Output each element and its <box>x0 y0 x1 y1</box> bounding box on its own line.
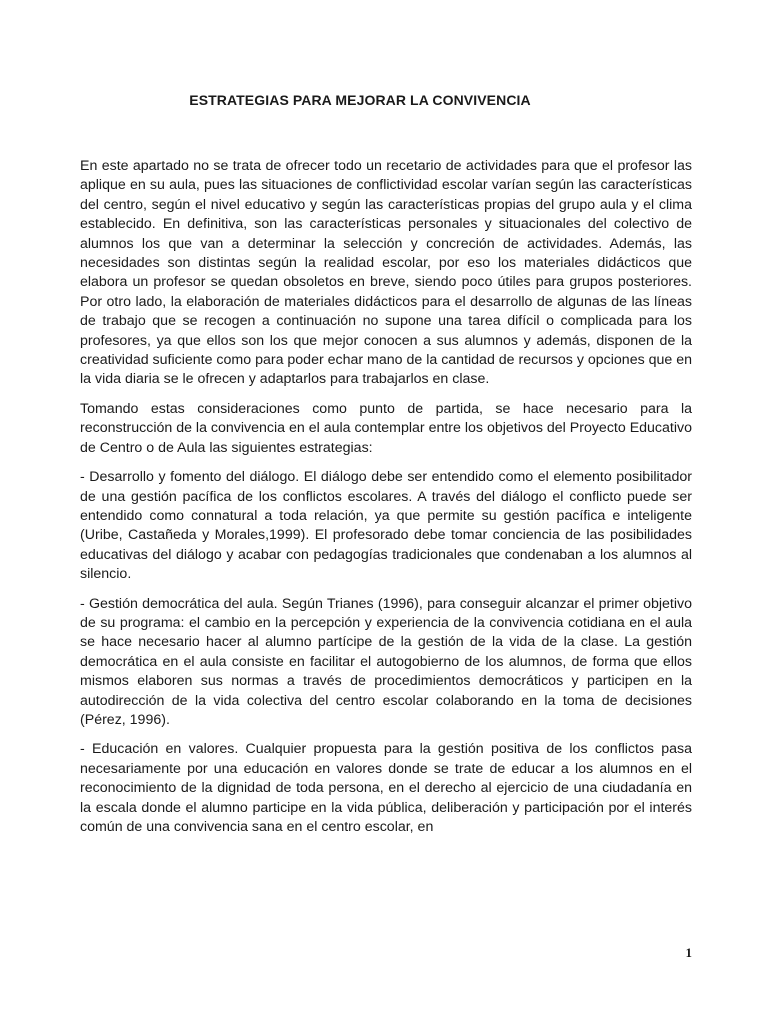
page-number: 1 <box>685 945 692 960</box>
paragraph-values-education: - Educación en valores. Cualquier propuesta para la gestión positiva de los conflictos pasa necesariamente por una educación en valores donde se trate de educar a los alumnos en el reconocimiento de la dignidad de toda persona, en el derecho al ejercicio de una ciudadanía en la escala donde el alumno participe en la vida pública, deliberación y participación por el interés común de una convivencia sana en el centro escolar, en <box>80 741 692 835</box>
document-body <box>80 157 692 847</box>
paragraph-democratic-management: - Gestión democrática del aula. Según Trianes (1996), para conseguir alcanzar el primer objetivo de su programa: el cambio en la percepción y experiencia de la convivencia cotidiana en el aula se hace necesario hacer al alumno partícipe de la gestión de la vida de la clase. La gestión democrática en el aula consiste en facilitar el autogobierno de los alumnos, de forma que ellos mismos elaboren sus normas a través de procedimientos democráticos y participen en la autodirección de la vida colectiva del centro escolar colaborando en la toma de decisiones (Pérez, 1996). <box>80 595 692 728</box>
paragraph-considerations: Tomando estas consideraciones como punto de partida, se hace necesario para la reconstrucción de la convivencia en el aula contemplar entre los objetivos del Proyecto Educativo de Centro o de Aula las siguientes estrategias: <box>80 400 692 456</box>
document-title: ESTRATEGIAS PARA MEJORAR LA CONVIVENCIA <box>189 92 531 108</box>
paragraph-dialogue: - Desarrollo y fomento del diálogo. El diálogo debe ser entendido como el elemento posibilitador de una gestión pacífica de los conflictos escolares. A través del diálogo el conflicto puede ser entendido como connatural a toda relación, ya que permite su gestión pacífica e inteligente (Uribe, Castañeda y Morales,1999). El profesorado debe tomar conciencia de las posibilidades educativas del diálogo y acabar con pedagogías tradicionales que condenaban a los alumnos al silencio. <box>80 469 692 583</box>
paragraph-intro: En este apartado no se trata de ofrecer todo un recetario de actividades para que el profesor las aplique en su aula, pues las situaciones de conflictividad escolar varían según las características del centro, según el nivel educativo y según las características propias del grupo aula y el clima establecido. En definitiva, son las características personales y situacionales del colectivo de alumnos los que van a determinar la selección y concreción de actividades. Además, las necesidades son distintas según la realidad escolar, por eso los materiales didácticos que elabora un profesor se quedan obsoletos en breve, siendo poco útiles para grupos posteriores. Por otro lado, la elaboración de materiales didácticos para el desarrollo de algunas de las líneas de trabajo que se recogen a continuación no supone una tarea difícil o complicada para los profesores, ya que ellos son los que mejor conocen a sus alumnos y además, disponen de la creatividad suficiente como para poder echar mano de la cantidad de recursos y opciones que en la vida diaria se le ofrecen y adaptarlos para trabajarlos en clase. <box>80 158 693 388</box>
